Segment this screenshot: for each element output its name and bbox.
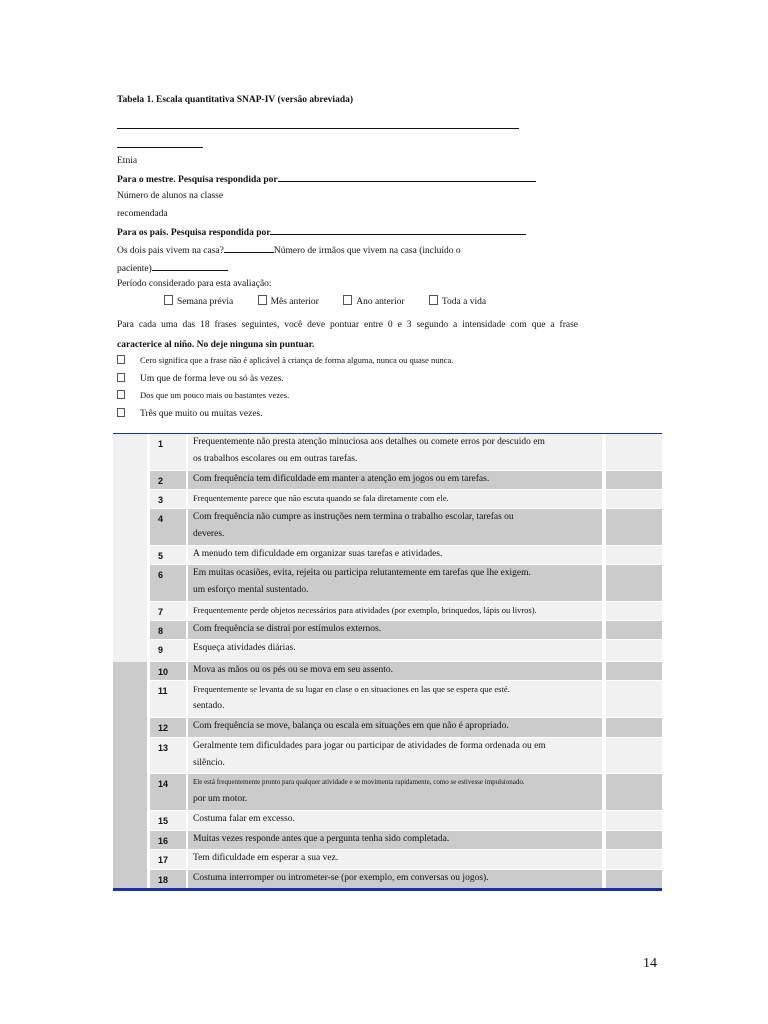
patient-label: paciente) — [117, 261, 228, 275]
checkbox-icon[interactable] — [429, 295, 438, 305]
item-number: 18 — [150, 870, 186, 888]
item-text: Frequentemente não presta atenção minuciosa aos detalhes ou comete erros por descuido em os trabalhos escolares ou em outras tarefas. — [188, 434, 602, 470]
item-score-cell[interactable] — [606, 565, 662, 601]
parents-live-label: Os dois pais vivem na casa? Número de irmãos que vivem na casa (incluído o — [117, 243, 461, 257]
table-row — [150, 811, 662, 830]
item-text: Com frequência se distrai por estímulos externos. — [188, 621, 602, 639]
item-score-cell[interactable] — [606, 471, 662, 489]
table-title: Tabela 1. Escala quantitativa SNAP-IV (versão abreviada) — [117, 95, 354, 105]
teacher-respondent-label: Para o mestre. Pesquisa respondida por — [117, 172, 536, 186]
item-text: Com frequência tem dificuldade em manter a atenção em jogos ou em tarefas. — [188, 471, 602, 489]
table-row — [150, 509, 662, 545]
period-option-lifetime[interactable]: Toda a vida — [429, 297, 486, 307]
table-bottom-border — [113, 888, 662, 891]
table-row — [150, 471, 662, 489]
item-number: 6 — [150, 565, 186, 601]
item-score-cell[interactable] — [606, 640, 662, 661]
item-score-cell[interactable] — [606, 621, 662, 639]
checkbox-icon[interactable] — [343, 295, 352, 305]
page-number: 14 — [643, 956, 657, 971]
item-score-cell[interactable] — [606, 546, 662, 564]
item-text: Costuma falar em excesso. — [188, 811, 602, 830]
item-number: 8 — [150, 621, 186, 639]
bullet-box-icon — [117, 373, 125, 382]
period-option-month[interactable]: Mês anterior — [258, 297, 319, 307]
table-row — [150, 718, 662, 737]
checkbox-icon[interactable] — [258, 295, 267, 305]
item-score-cell[interactable] — [606, 602, 662, 620]
item-number: 9 — [150, 640, 186, 661]
item-number: 1 — [150, 434, 186, 470]
table-row — [150, 490, 662, 508]
snap-iv-table — [113, 433, 662, 891]
item-text: Frequentemente se levanta de su lugar en clase o en situaciones en las que se espera que esté. sentado. — [188, 681, 602, 717]
table-row — [150, 850, 662, 869]
item-text: Geralmente tem dificuldades para jogar ou participar de atividades de forma ordenada ou em silêncio. — [188, 738, 602, 773]
table-row — [150, 621, 662, 639]
table-row — [150, 870, 662, 888]
siblings-blank[interactable] — [152, 261, 228, 271]
item-number: 14 — [150, 774, 186, 810]
table-row — [150, 831, 662, 849]
scale-item-3: Três que muito ou muitas vezes. — [117, 408, 263, 419]
item-text: Com frequência se move, balança ou escala em situações em que não é apropriado. — [188, 718, 602, 737]
item-text: Costuma interromper ou intrometer-se (por exemplo, em conversas ou jogos). — [188, 870, 602, 888]
item-number: 2 — [150, 471, 186, 489]
blank-line — [117, 128, 519, 129]
item-score-cell[interactable] — [606, 434, 662, 470]
period-label: Período considerado para esta avaliação: — [117, 279, 272, 289]
item-score-cell[interactable] — [606, 811, 662, 830]
item-score-cell[interactable] — [606, 738, 662, 773]
bullet-box-icon — [117, 390, 125, 399]
item-score-cell[interactable] — [606, 509, 662, 545]
bullet-box-icon — [117, 408, 125, 417]
blank-line-short — [117, 147, 203, 148]
item-number: 4 — [150, 509, 186, 545]
item-text: Com frequência não cumpre as instruções nem termina o trabalho escolar, tarefas ou deveres. — [188, 509, 602, 545]
instructions-line-1: Para cada uma das 18 frases seguintes, você deve pontuar entre 0 e 3 segundo a intensidade com que a frase — [117, 320, 578, 330]
item-number: 3 — [150, 490, 186, 508]
item-text: Tem dificuldade em esperar a sua vez. — [188, 850, 602, 869]
item-score-cell[interactable] — [606, 774, 662, 810]
inattention-group-cell — [113, 434, 147, 662]
table-row — [150, 640, 662, 661]
item-score-cell[interactable] — [606, 831, 662, 849]
item-text: Frequentemente perde objetos necessários para atividades (por exemplo, brinquedos, lápis ou livros). — [188, 602, 602, 620]
item-number: 16 — [150, 831, 186, 849]
item-number: 10 — [150, 662, 186, 680]
item-number: 15 — [150, 811, 186, 830]
hyperactivity-group-cell — [113, 662, 147, 888]
item-text: Frequentemente parece que não escuta quando se fala diretamente com ele. — [188, 490, 602, 508]
item-score-cell[interactable] — [606, 681, 662, 717]
scale-item-0: Cero significa que a frase não é aplicável à criança de forma alguma, nunca ou quase nunca. — [117, 355, 453, 366]
period-option-year[interactable]: Ano anterior — [343, 297, 404, 307]
parents-respondent-blank[interactable] — [270, 225, 526, 235]
table-row — [150, 662, 662, 680]
item-score-cell[interactable] — [606, 870, 662, 888]
scale-item-2: Dos que um pouco mais ou bastantes vezes. — [117, 390, 289, 401]
item-number: 12 — [150, 718, 186, 737]
item-number: 17 — [150, 850, 186, 869]
item-number: 11 — [150, 681, 186, 717]
table-row — [150, 546, 662, 564]
checkbox-icon[interactable] — [164, 295, 173, 305]
table-row — [150, 434, 662, 470]
table-row — [150, 774, 662, 810]
etnia-label: Etnia — [117, 156, 138, 166]
teacher-respondent-blank[interactable] — [278, 172, 536, 182]
item-text: Muitas vezes responde antes que a pergunta tenha sido completada. — [188, 831, 602, 849]
parents-respondent-label: Para os pais. Pesquisa respondida por — [117, 225, 526, 239]
bullet-box-icon — [117, 355, 125, 364]
table-row — [150, 602, 662, 620]
period-option-week[interactable]: Semana prévia — [164, 297, 233, 307]
item-text: Mova as mãos ou os pés ou se mova em seu assento. — [188, 662, 602, 680]
item-text: Em muitas ocasiões, evita, rejeita ou participa relutantemente em tarefas que lhe exigem. um esforço mental sustentado. — [188, 565, 602, 601]
item-number: 7 — [150, 602, 186, 620]
period-options — [164, 295, 508, 307]
parents-live-blank[interactable] — [224, 243, 274, 253]
item-score-cell[interactable] — [606, 718, 662, 737]
num-students-label: Número de alunos na classe — [117, 191, 224, 201]
item-number: 13 — [150, 738, 186, 773]
item-score-cell[interactable] — [606, 490, 662, 508]
instructions-line-2: caracterice al niño. No deje ninguna sin puntuar. — [117, 340, 315, 350]
item-number: 5 — [150, 546, 186, 564]
recommended-label: recomendada — [117, 209, 168, 219]
item-text: A menudo tem dificuldade em organizar suas tarefas e atividades. — [188, 546, 602, 564]
scale-item-1: Um que de forma leve ou só às vezes. — [117, 373, 284, 384]
item-text: Ele está frequentemente pronto para qualquer atividade e se movimenta rapidamente, como se estivesse impulsionado. por um motor. — [188, 774, 602, 810]
table-row — [150, 738, 662, 773]
table-row — [150, 565, 662, 601]
item-score-cell[interactable] — [606, 662, 662, 680]
table-row — [150, 681, 662, 717]
item-text: Esqueça atividades diárias. — [188, 640, 602, 661]
item-score-cell[interactable] — [606, 850, 662, 869]
